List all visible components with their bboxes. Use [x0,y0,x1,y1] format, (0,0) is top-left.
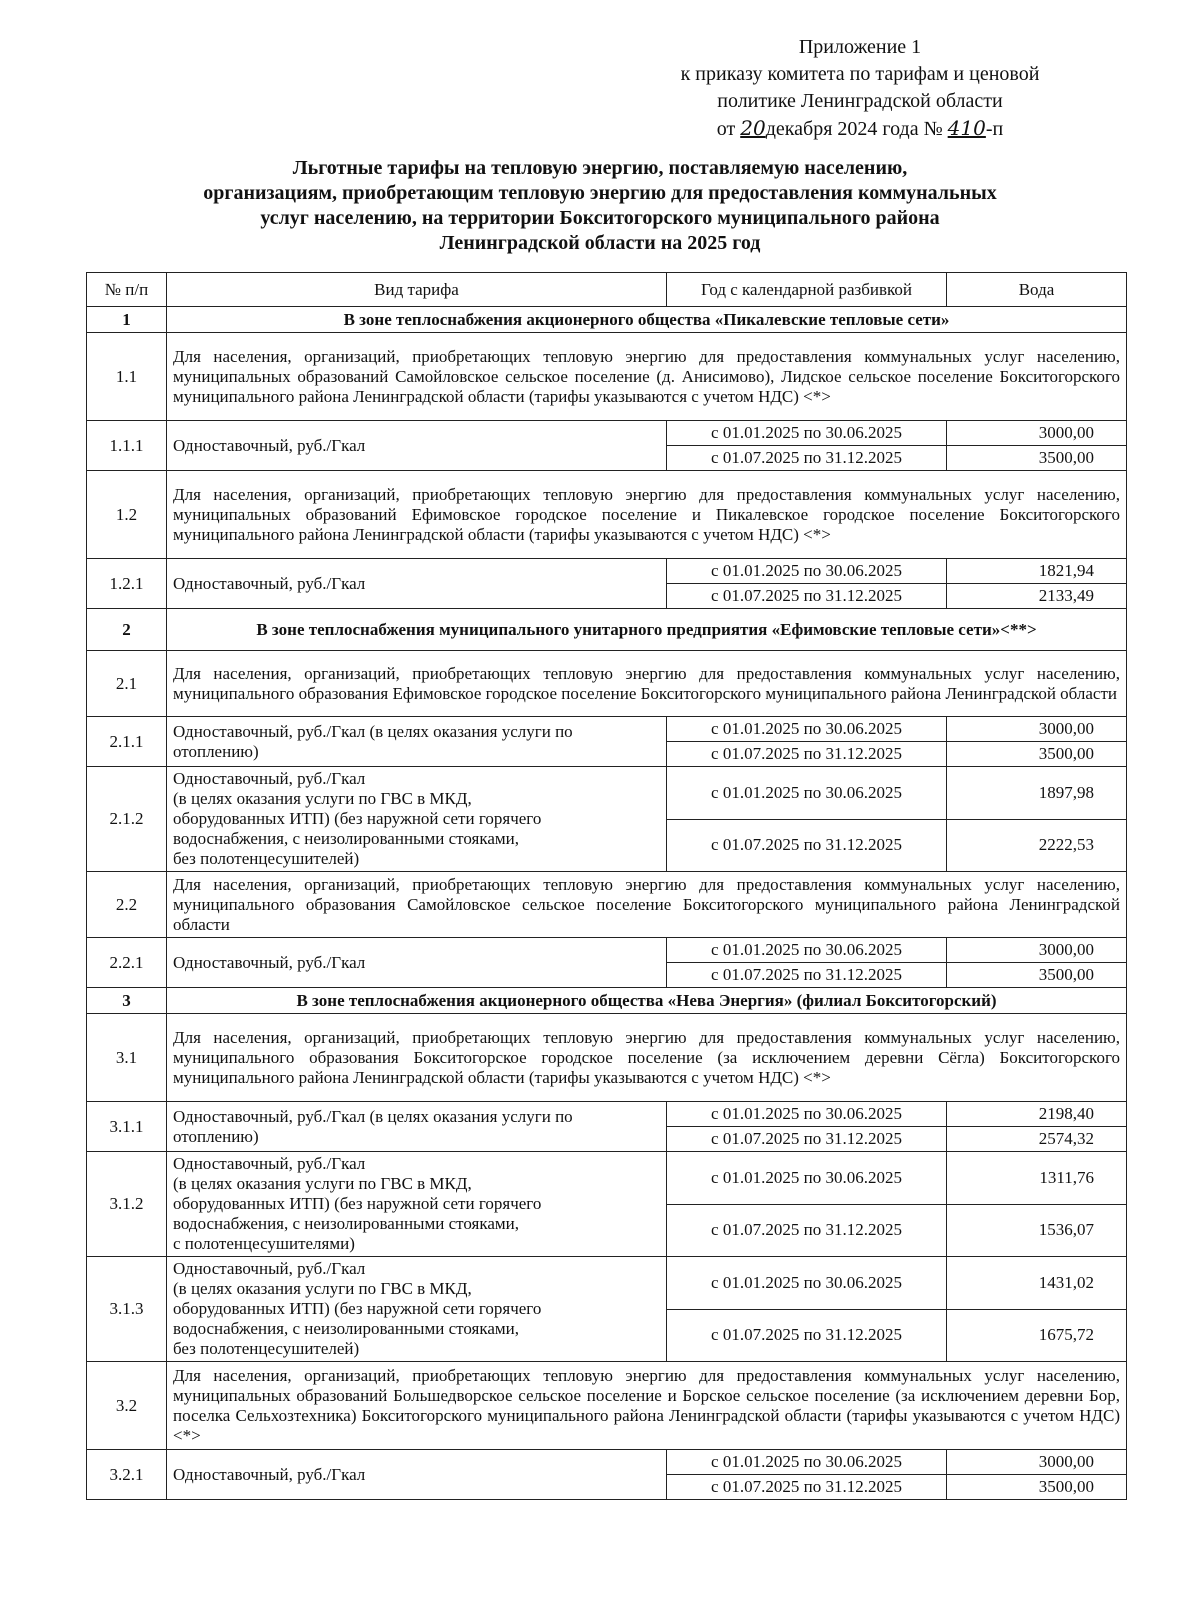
tariff-value: 3500,00 [947,742,1127,767]
row-number: 2.1 [87,651,167,717]
period-cell: с 01.07.2025 по 31.12.2025 [667,446,947,471]
row-number: 2.2 [87,872,167,938]
period-cell: с 01.01.2025 по 30.06.2025 [667,1152,947,1205]
period-cell: с 01.07.2025 по 31.12.2025 [667,1204,947,1257]
tariff-type: Одноставочный, руб./Гкал [167,938,667,988]
category-description: Для населения, организаций, приобретающих тепловую энергию для предоставления коммунальных услуг населению, муниципального образования Ефимовское городское поселение Бокситогорского муниципального района Ленинградской области [167,651,1127,717]
tariff-value: 3500,00 [947,963,1127,988]
document-title: Льготные тарифы на тепловую энергию, поставляемую населению, организациям, приобретающим тепловую энергию для предоставления коммунальных услуг населению, на территории Бокситогорского муниципального района Ленинградской области на 2025 год [203,157,997,254]
tariff-row [87,1102,1127,1127]
tariff-value: 3500,00 [947,1475,1127,1500]
period-cell: с 01.07.2025 по 31.12.2025 [667,1127,947,1152]
tariff-type: Одноставочный, руб./Гкал (в целях оказания услуги по ГВС в МКД, оборудованных ИТП) (без наружной сети горячего водоснабжения, с неизолированными стояками, с полотенцесушителями) [167,1152,667,1257]
column-header: Вода [947,273,1127,307]
tariff-row [87,767,1127,820]
row-number: 3.1.2 [87,1152,167,1257]
period-cell: с 01.07.2025 по 31.12.2025 [667,584,947,609]
period-cell: с 01.01.2025 по 30.06.2025 [667,559,947,584]
tariff-value: 2222,53 [947,819,1127,872]
tariff-value: 2133,49 [947,584,1127,609]
tariff-type: Одноставочный, руб./Гкал (в целях оказания услуги по отоплению) [167,717,667,767]
row-number: 3.2.1 [87,1450,167,1500]
tariff-row [87,717,1127,742]
category-row [87,471,1127,559]
tariff-type: Одноставочный, руб./Гкал [167,421,667,471]
category-row [87,1014,1127,1102]
period-cell: с 01.07.2025 по 31.12.2025 [667,742,947,767]
period-cell: с 01.07.2025 по 31.12.2025 [667,1309,947,1362]
category-row [87,651,1127,717]
row-number: 2.1.1 [87,717,167,767]
column-header: Вид тарифа [167,273,667,307]
appendix-header [640,34,1080,143]
category-row [87,1362,1127,1450]
tariff-type: Одноставочный, руб./Гкал (в целях оказания услуги по ГВС в МКД, оборудованных ИТП) (без наружной сети горячего водоснабжения, с неизолированными стояками, без полотенцесушителей) [167,1257,667,1362]
handwritten-day: 20 [740,116,766,140]
tariff-row [87,1152,1127,1205]
row-number: 3.1 [87,1014,167,1102]
tariff-value: 3500,00 [947,446,1127,471]
tariff-value: 2198,40 [947,1102,1127,1127]
period-cell: с 01.01.2025 по 30.06.2025 [667,1450,947,1475]
tariff-row [87,1257,1127,1310]
tariff-type: Одноставочный, руб./Гкал [167,1450,667,1500]
row-number: 1 [87,307,167,333]
tariff-row [87,938,1127,963]
row-number: 2 [87,609,167,651]
zone-title: В зоне теплоснабжения акционерного общества «Пикалевские тепловые сети» [167,307,1127,333]
tariff-type: Одноставочный, руб./Гкал (в целях оказания услуги по ГВС в МКД, оборудованных ИТП) (без наружной сети горячего водоснабжения, с неизолированными стояками, без полотенцесушителей) [167,767,667,872]
category-description: Для населения, организаций, приобретающих тепловую энергию для предоставления коммунальных услуг населению, муниципальных образований Большедворское сельское поселение и Борское сельское поселение (за исключением деревни Бор, поселка Сельхозтехника) Бокситогорского муниципального района Ленинградской области (тарифы указываются с учетом НДС) <*> [167,1362,1127,1450]
period-cell: с 01.01.2025 по 30.06.2025 [667,1257,947,1310]
appendix-ref-line: к приказу комитета по тарифам и ценовой [680,63,1040,85]
tariff-type: Одноставочный, руб./Гкал (в целях оказания услуги по отоплению) [167,1102,667,1152]
tariff-row [87,559,1127,584]
tariff-table [86,272,1127,1500]
tariff-value: 1821,94 [947,559,1127,584]
zone-row [87,988,1127,1014]
tariff-value: 1536,07 [947,1204,1127,1257]
category-description: Для населения, организаций, приобретающих тепловую энергию для предоставления коммунальных услуг населению, муниципальных образований Самойловское сельское поселение (д. Анисимово), Лидское сельское поселение Бокситогорского муниципального района Ленинградской области (тарифы указываются с учетом НДС) <*> [167,333,1127,421]
zone-row [87,609,1127,651]
row-number: 3.2 [87,1362,167,1450]
zone-title: В зоне теплоснабжения муниципального унитарного предприятия «Ефимовские тепловые сети»<**> [167,609,1127,651]
tariff-row [87,421,1127,446]
zone-row [87,307,1127,333]
category-description: Для населения, организаций, приобретающих тепловую энергию для предоставления коммунальных услуг населению, муниципальных образований Ефимовское городское поселение и Пикалевское городское поселение Бокситогорского муниципального района Ленинградской области (тарифы указываются с учетом НДС) <*> [167,471,1127,559]
column-header: Год с календарной разбивкой [667,273,947,307]
tariff-value: 3000,00 [947,938,1127,963]
tariff-row [87,1450,1127,1475]
tariff-value: 3000,00 [947,421,1127,446]
tariff-value: 1311,76 [947,1152,1127,1205]
row-number: 1.2.1 [87,559,167,609]
period-cell: с 01.07.2025 по 31.12.2025 [667,963,947,988]
row-number: 1.2 [87,471,167,559]
row-number: 1.1 [87,333,167,421]
category-description: Для населения, организаций, приобретающих тепловую энергию для предоставления коммунальных услуг населению, муниципального образования Бокситогорское городское поселение (за исключением деревни Сёгла) Бокситогорского муниципального района Ленинградской области (тарифы указываются с учетом НДС) <*> [167,1014,1127,1102]
tariff-type: Одноставочный, руб./Гкал [167,559,667,609]
period-cell: с 01.07.2025 по 31.12.2025 [667,819,947,872]
tariff-value: 1897,98 [947,767,1127,820]
period-cell: с 01.01.2025 по 30.06.2025 [667,767,947,820]
handwritten-order-number: 410 [947,116,986,140]
appendix-ref-line: политике Ленинградской области [717,90,1003,112]
column-header: № п/п [87,273,167,307]
period-cell: с 01.01.2025 по 30.06.2025 [667,1102,947,1127]
period-cell: с 01.07.2025 по 31.12.2025 [667,1475,947,1500]
row-number: 3.1.3 [87,1257,167,1362]
category-row [87,872,1127,938]
category-description: Для населения, организаций, приобретающих тепловую энергию для предоставления коммунальных услуг населению, муниципального образования Самойловское сельское поселение Бокситогорского муниципального района Ленинградской области [167,872,1127,938]
category-row [87,333,1127,421]
row-number: 2.2.1 [87,938,167,988]
tariff-value: 3000,00 [947,1450,1127,1475]
zone-title: В зоне теплоснабжения акционерного общества «Нева Энергия» (филиал Бокситогорский) [167,988,1127,1014]
row-number: 3.1.1 [87,1102,167,1152]
row-number: 2.1.2 [87,767,167,872]
tariff-value: 1431,02 [947,1257,1127,1310]
tariff-value: 1675,72 [947,1309,1127,1362]
row-number: 1.1.1 [87,421,167,471]
row-number: 3 [87,988,167,1014]
period-cell: с 01.01.2025 по 30.06.2025 [667,421,947,446]
tariff-value: 2574,32 [947,1127,1127,1152]
period-cell: с 01.01.2025 по 30.06.2025 [667,717,947,742]
table-header-row [87,273,1127,307]
appendix-title: Приложение 1 [798,36,922,58]
tariff-value: 3000,00 [947,717,1127,742]
order-date-line: от 20декабря 2024 года № 410-п [716,116,1004,140]
period-cell: с 01.01.2025 по 30.06.2025 [667,938,947,963]
